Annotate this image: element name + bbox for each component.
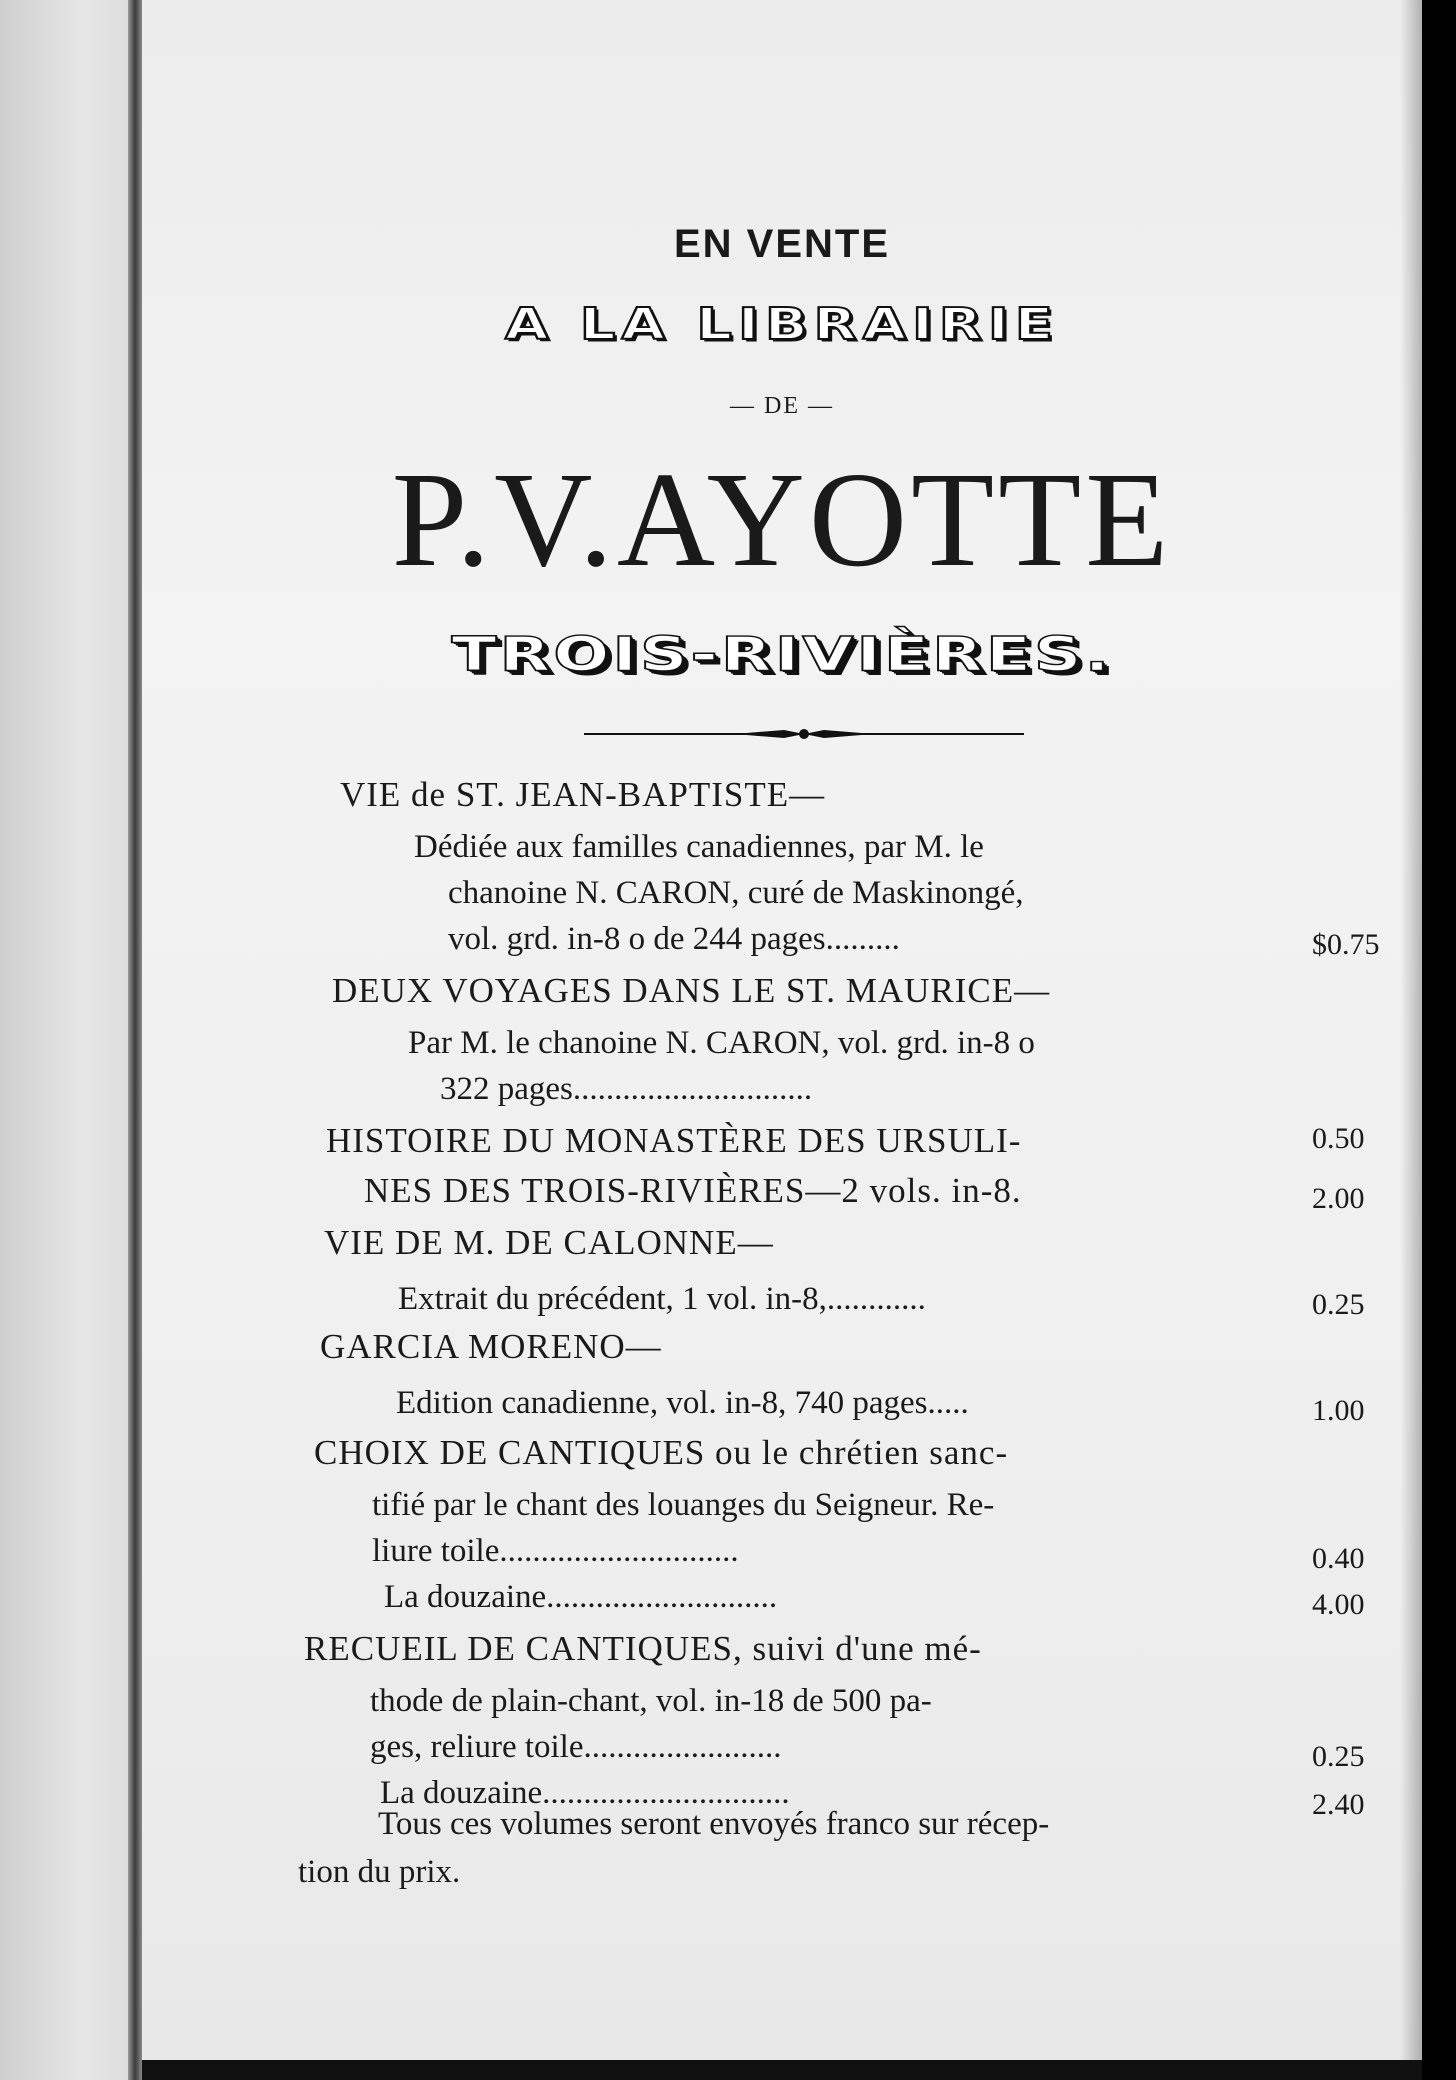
page-fold [128,0,142,2080]
advertisement-page [142,0,1422,2060]
entry-title: RECUEIL DE CANTIQUES, suivi d'une mé- [304,1629,982,1668]
en-vente-heading: EN VENTE [673,222,891,266]
footer-line: Tous ces volumes seront envoyés franco sur récep- [378,1806,1050,1842]
entry-line: liure toile............................. [372,1533,739,1569]
ornamental-divider [584,728,1024,740]
entry-line: NES DES TROIS-RIVIÈRES—2 vols. in-8. [364,1171,1022,1210]
entry-price: 0.25 [1312,1740,1365,1773]
city-heading: TROIS-RIVIÈRES. [451,626,1113,683]
entry-line: 322 pages............................. [440,1071,813,1107]
entry-line: La douzaine............................ [384,1579,778,1615]
entry-price: 1.00 [1312,1394,1365,1427]
entry-line: Extrait du précédent, 1 vol. in-8,............ [398,1281,926,1317]
publisher-name: P.V.AYOTTE [391,445,1173,595]
entry-price: 0.40 [1312,1542,1365,1575]
entry-price: $0.75 [1312,928,1380,961]
entry-title: GARCIA MORENO— [320,1327,662,1366]
entry-title: DEUX VOYAGES DANS LE ST. MAURICE— [332,971,1051,1010]
entry-line: vol. grd. in-8 o de 244 pages......... [448,921,900,957]
entry-line: ges, reliure toile........................ [370,1729,782,1765]
entry-price: 2.00 [1312,1182,1365,1215]
facing-page-edge [0,0,140,2080]
entry-title: CHOIX DE CANTIQUES ou le chrétien sanc- [314,1433,1009,1472]
entry-title: VIE DE M. DE CALONNE— [324,1223,774,1262]
footer-line: tion du prix. [298,1854,461,1890]
entry-price: 0.50 [1312,1122,1365,1155]
entry-line: Dédiée aux familles canadiennes, par M. le [414,829,984,865]
entry-line: La douzaine.............................. [380,1775,790,1811]
entry-price: 2.40 [1312,1788,1365,1821]
librairie-heading: A LA LIBRAIRIE [504,299,1060,350]
scan-bottom-edge [142,2060,1422,2080]
entry-title: HISTOIRE DU MONASTÈRE DES URSULI- [326,1121,1022,1160]
entry-price: 0.25 [1312,1288,1365,1321]
entry-title: VIE de ST. JEAN-BAPTISTE— [340,775,826,814]
entry-line: chanoine N. CARON, curé de Maskinongé, [448,875,1024,911]
entry-line: Par M. le chanoine N. CARON, vol. grd. in-8 o [408,1025,1035,1061]
entry-line: tifié par le chant des louanges du Seigneur. Re- [372,1487,995,1523]
entry-line: thode de plain-chant, vol. in-18 de 500 pa- [370,1683,932,1719]
de-line: — DE — [730,393,834,419]
entry-price: 4.00 [1312,1588,1365,1621]
entry-line: Edition canadienne, vol. in-8, 740 pages..... [396,1385,969,1421]
